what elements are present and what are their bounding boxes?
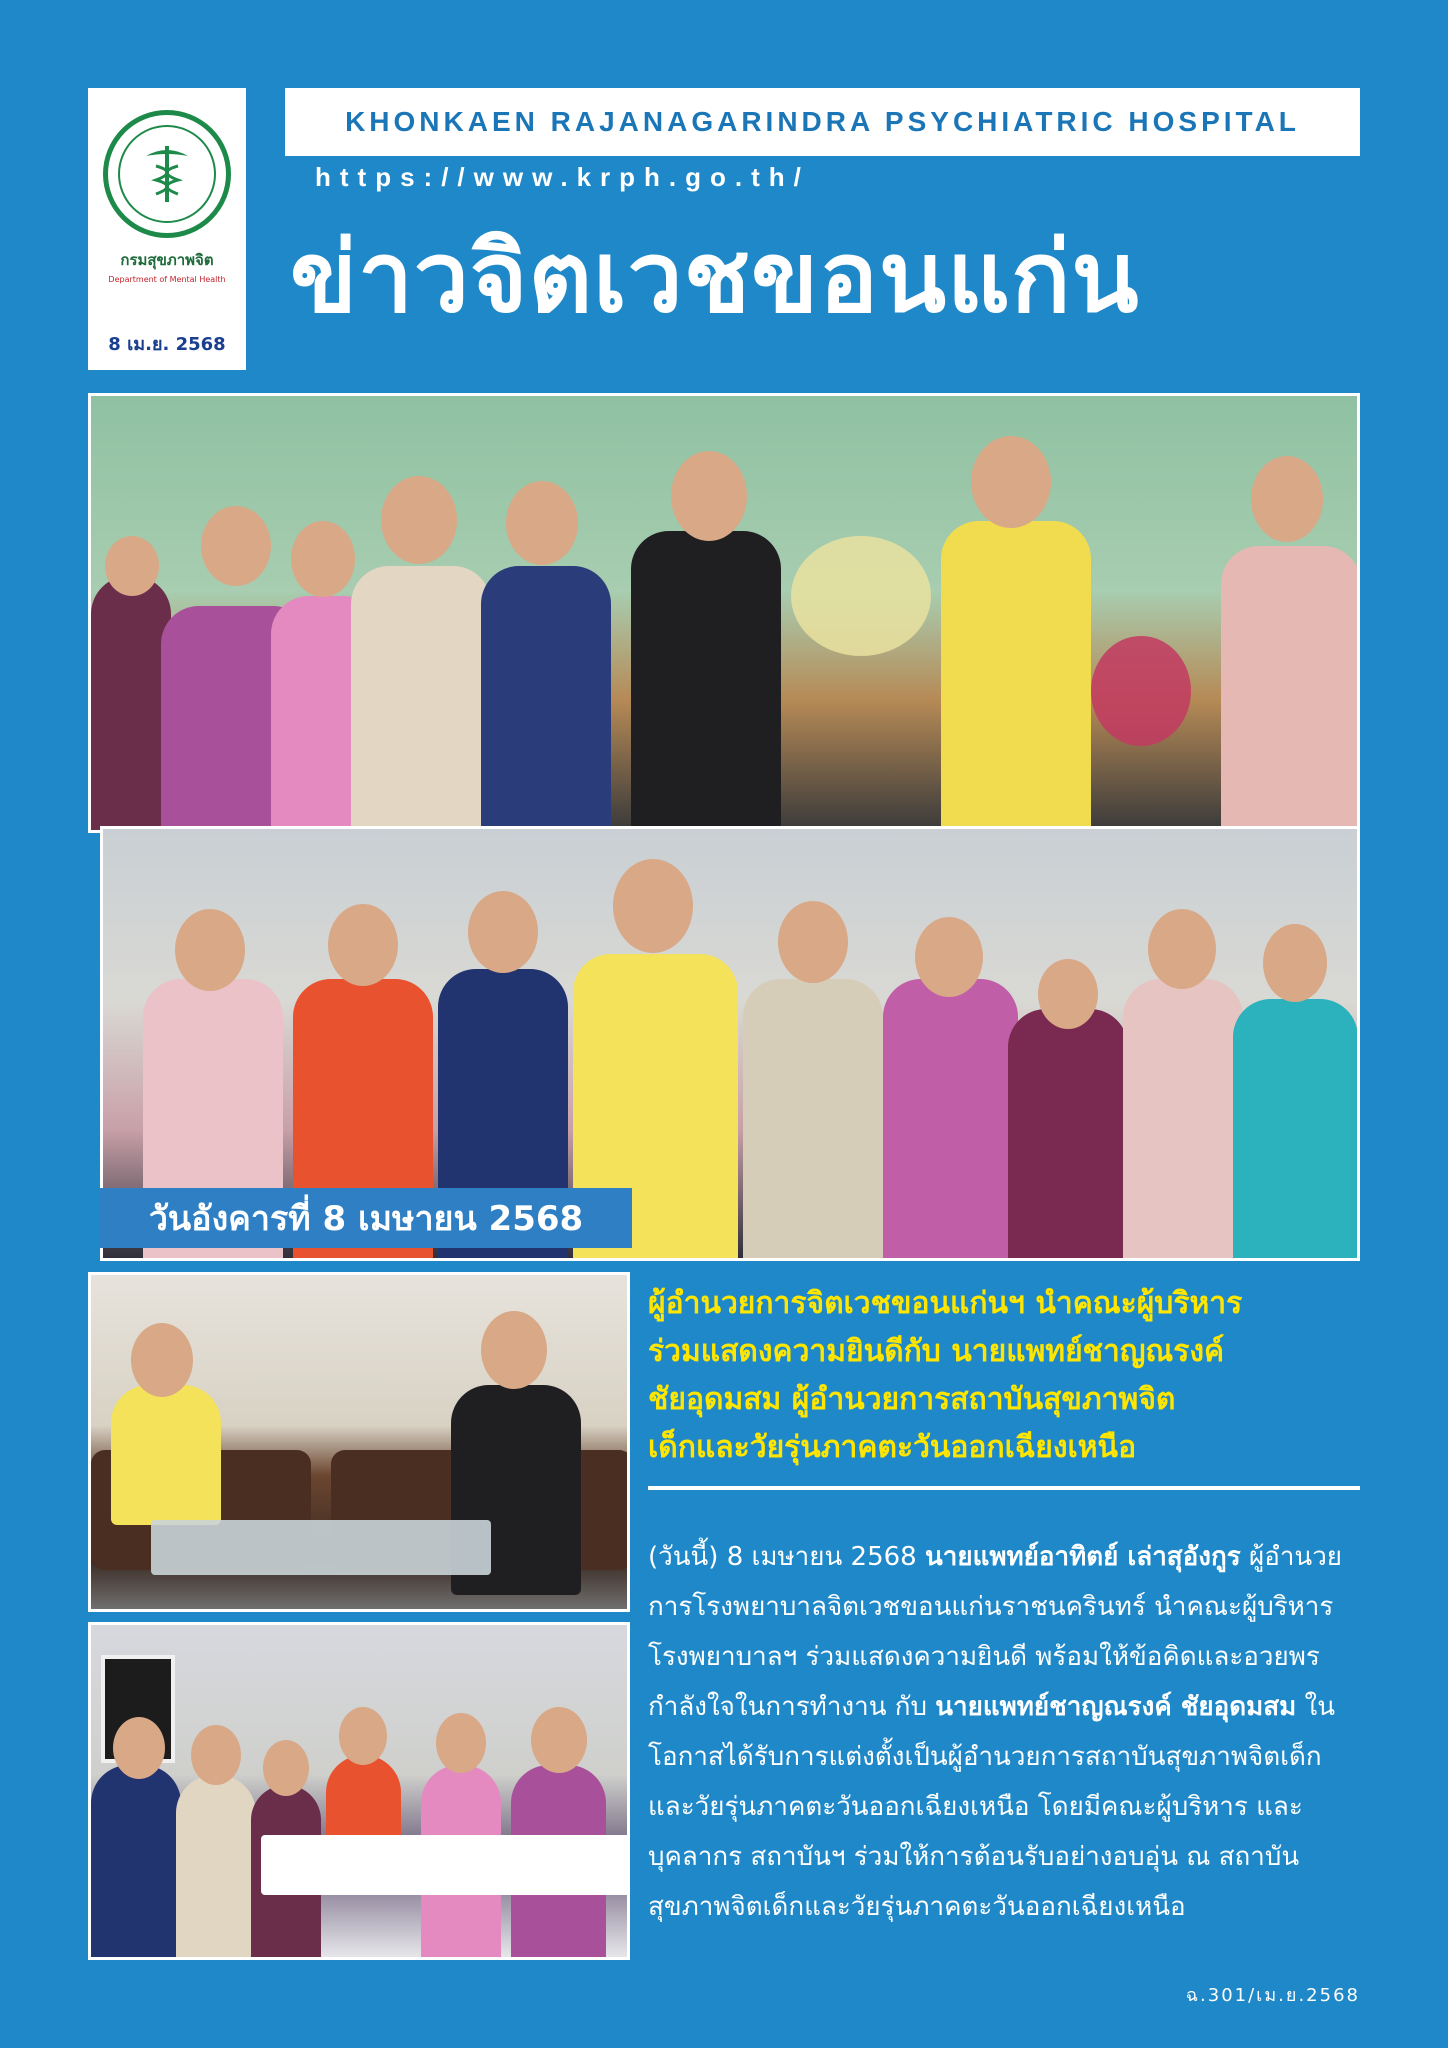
body-part3: ในโอกาสได้รับการแต่งตั้งเป็นผู้อำนวยการสถาบันสุขภาพจิตเด็กและวัยรุ่นภาคตะวันออกเฉียงเหนือ โดยมีคณะผู้บริหาร และบุคลากร สถาบันฯ ร่วมให้การต้อนรับอย่างอบอุ่น ณ สถาบันสุขภาพจิตเด็กและวัยรุ่นภาคตะวันออกเฉียงเหนือ	[648, 1692, 1336, 1922]
headline-divider	[648, 1486, 1360, 1490]
newsletter-masthead: ข่าวจิตเวชขอนแก่น	[290, 221, 1140, 335]
photo-date-caption: วันอังคารที่ 8 เมษายน 2568	[100, 1188, 632, 1248]
caduceus-icon	[118, 125, 216, 223]
document-reference: ฉ.301/เม.ย.2568	[1185, 1985, 1360, 2006]
article-body	[648, 1532, 1360, 1932]
hospital-name-bar	[285, 88, 1360, 156]
photo-meeting	[88, 1272, 630, 1612]
body-name-director: นายแพทย์อาทิตย์ เล่าสุอังกูร	[924, 1542, 1241, 1572]
headline-line: ชัยอุดมสม ผู้อำนวยการสถาบันสุขภาพจิต	[648, 1382, 1176, 1417]
article-headline	[648, 1280, 1360, 1472]
body-part2: ผู้อำนวยการโรงพยาบาลจิตเวชขอนแก่นราชนครินทร์ นำคณะผู้บริหารโรงพยาบาลฯ ร่วมแสดงความยินดี พร้อมให้ข้อคิดและอวยพรกำลังใจในการทำงาน กับ	[648, 1542, 1343, 1722]
dept-name-english: Department of Mental Health	[108, 275, 226, 284]
hospital-name: KHONKAEN RAJANAGARINDRA PSYCHIATRIC HOSPITAL	[345, 106, 1300, 137]
ministry-logo-box	[88, 88, 246, 370]
issue-date: 8 เม.ย. 2568	[108, 334, 226, 355]
headline-line: ผู้อำนวยการจิตเวชขอนแก่นฯ นำคณะผู้บริหาร	[648, 1286, 1243, 1321]
body-name-honoree: นายแพทย์ชาญณรงค์ ชัยอุดมสม	[935, 1692, 1297, 1722]
body-intro: (วันนี้) 8 เมษายน 2568	[648, 1542, 917, 1572]
photo-seated-group	[88, 1622, 630, 1960]
headline-line: ร่วมแสดงความยินดีกับ นายแพทย์ชาญณรงค์	[648, 1334, 1225, 1369]
headline-line: เด็กและวัยรุ่นภาคตะวันออกเฉียงเหนือ	[648, 1430, 1137, 1465]
dept-name-thai: กรมสุขภาพจิต	[120, 251, 214, 269]
website-url: https://www.krph.go.th/	[315, 162, 810, 192]
ministry-seal-logo	[103, 110, 231, 238]
photo-greeting-scene	[88, 393, 1360, 833]
